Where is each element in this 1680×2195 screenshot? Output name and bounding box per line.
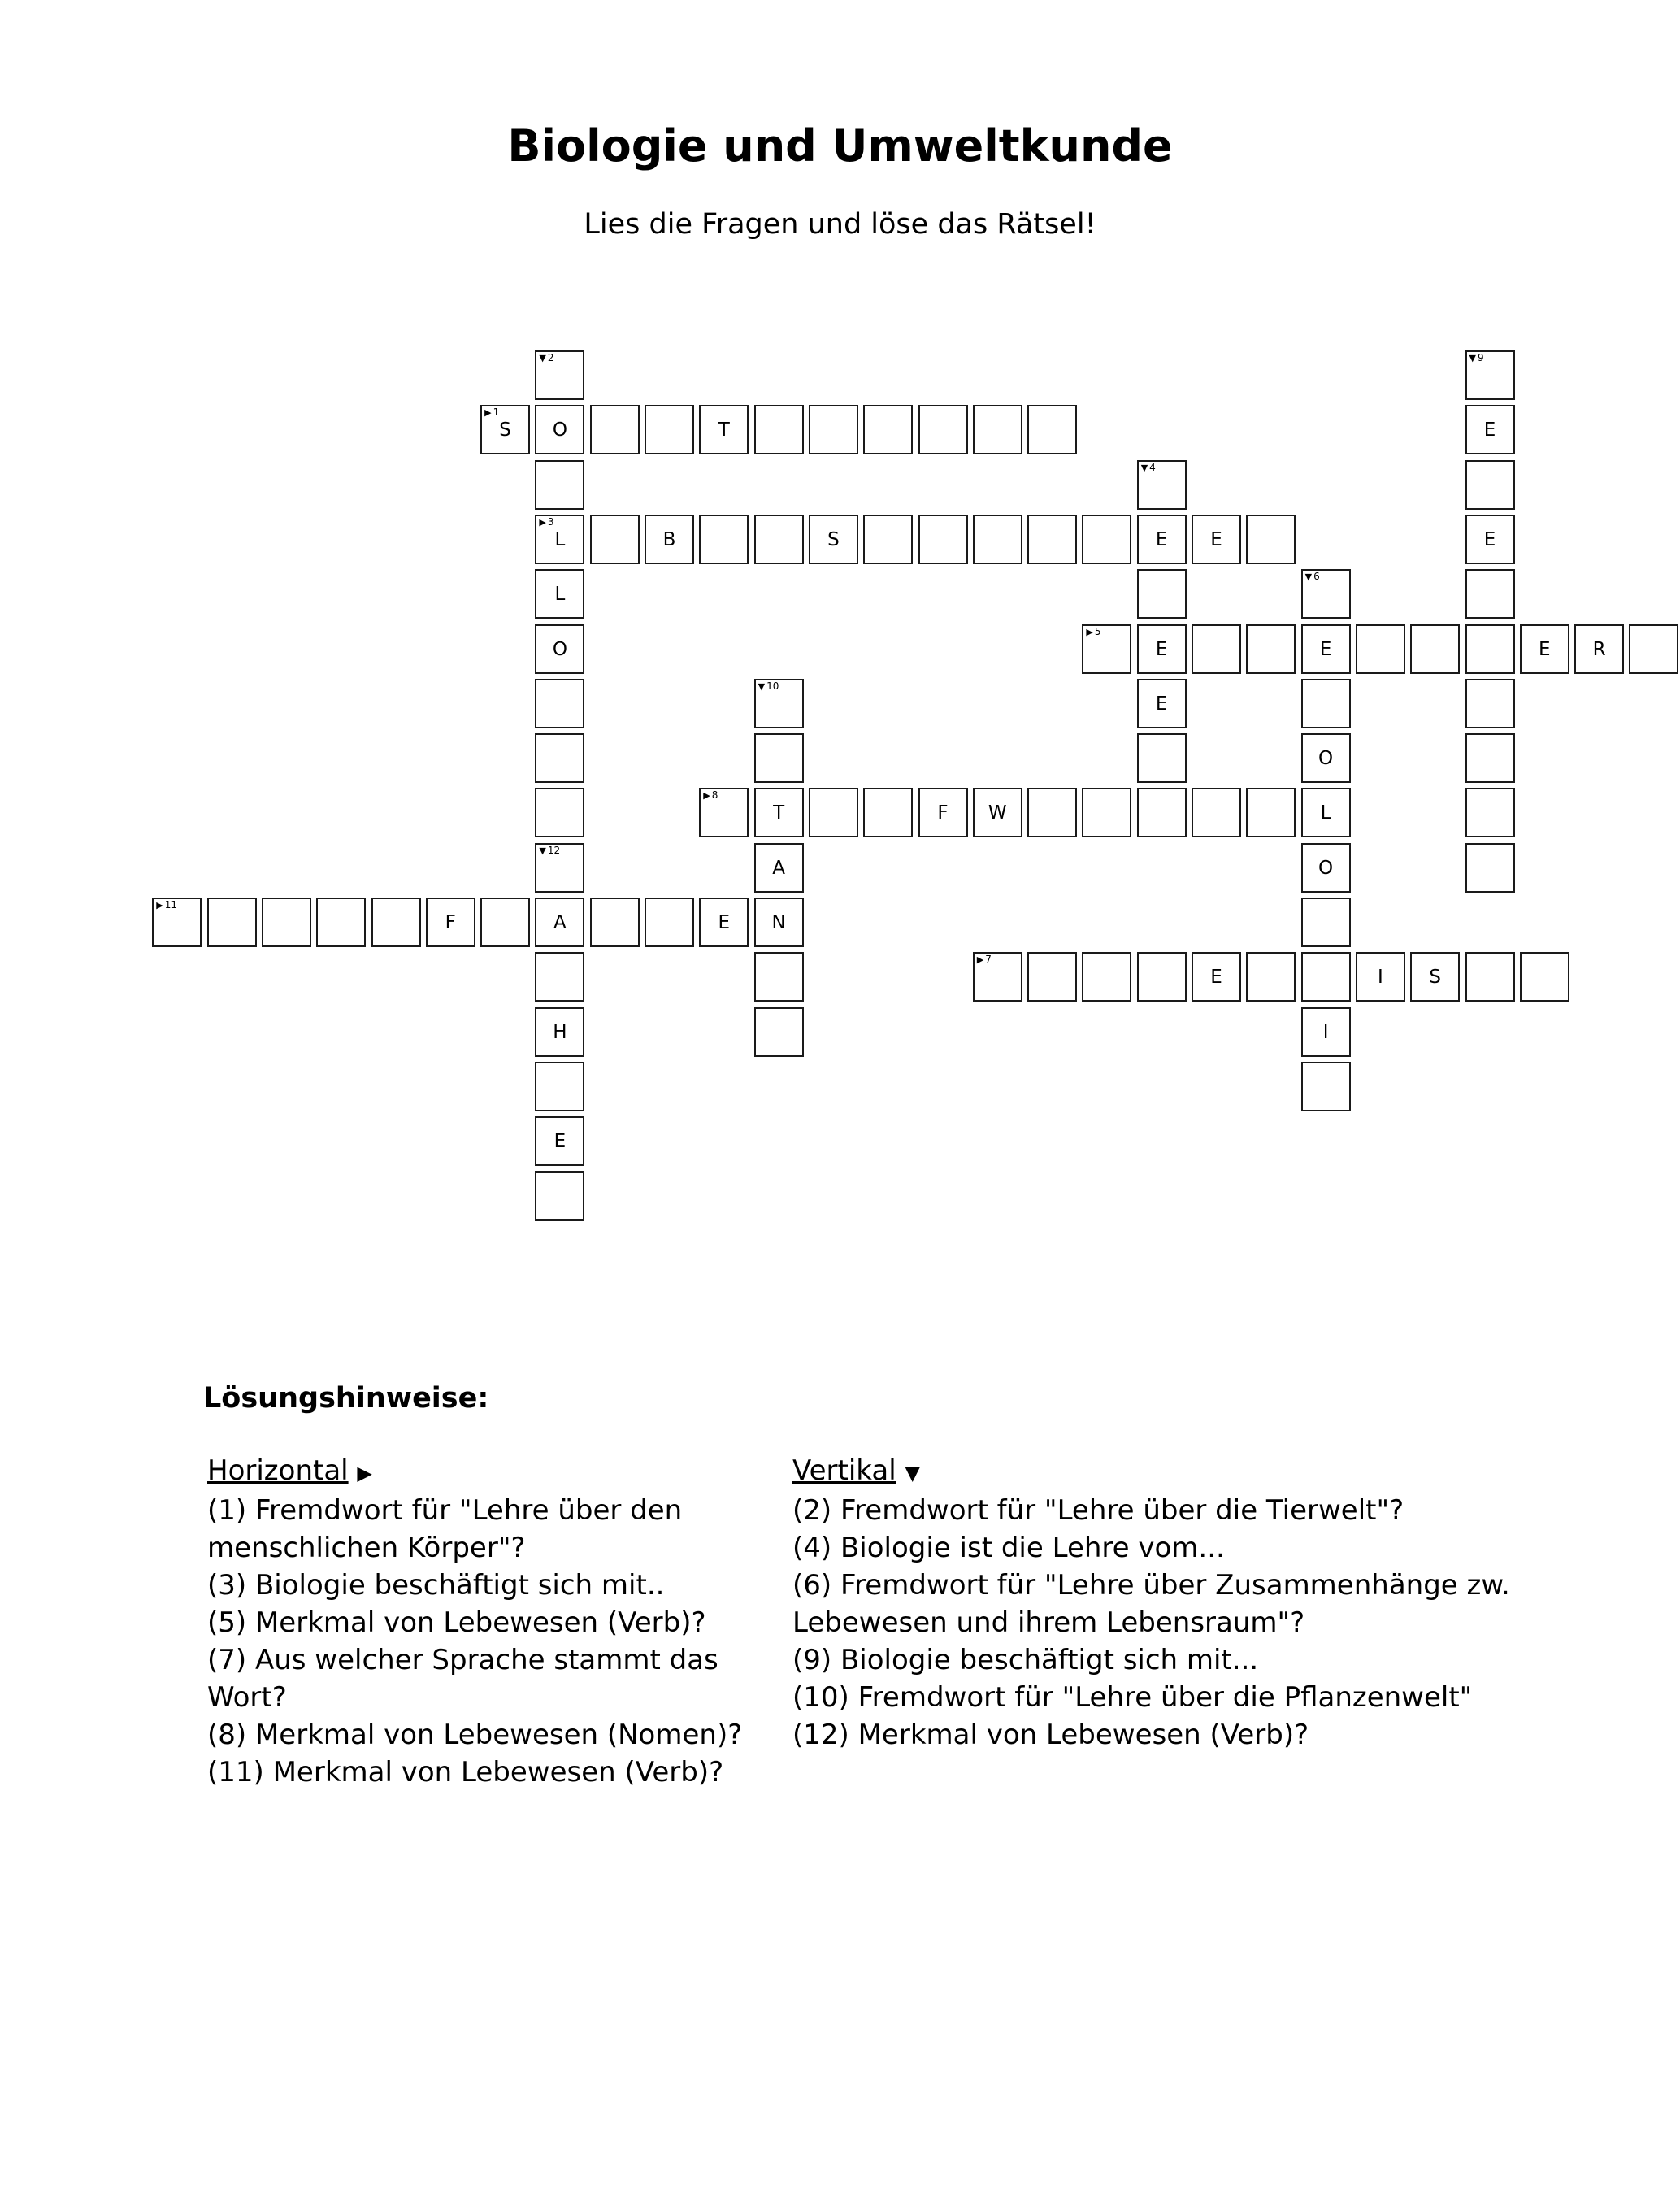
triangle-right-icon: ▶ [1086, 626, 1093, 637]
crossword-cell[interactable] [754, 515, 804, 564]
crossword-cell[interactable] [1410, 624, 1460, 674]
crossword-cell[interactable] [645, 405, 694, 454]
horizontal-title-text: Horizontal [207, 1454, 349, 1487]
crossword-cell[interactable] [1301, 624, 1351, 674]
vertical-clues [792, 1452, 1605, 1754]
cell-letter: S [827, 528, 840, 550]
triangle-right-icon: ▶ [484, 407, 492, 419]
cell-letter: I [1322, 1021, 1329, 1043]
cell-letter: B [662, 528, 676, 550]
crossword-cell[interactable] [590, 405, 640, 454]
crossword-cell[interactable] [699, 405, 749, 454]
crossword-cell[interactable] [1192, 952, 1241, 1002]
clue-number-text: 10 [766, 680, 779, 692]
crossword-cell[interactable] [973, 788, 1022, 837]
triangle-right-icon: ▶ [156, 900, 163, 911]
crossword-cell[interactable] [809, 515, 858, 564]
vertical-title-text: Vertikal [792, 1454, 896, 1487]
crossword-cell[interactable] [535, 952, 584, 1002]
triangle-down-icon: ▼ [1140, 462, 1148, 473]
crossword-cell[interactable] [262, 898, 311, 947]
crossword-cell[interactable] [1629, 624, 1678, 674]
hints-heading: Lösungshinweise: [203, 1382, 489, 1415]
cell-letter: A [553, 912, 567, 933]
cell-letter: E [1483, 419, 1496, 441]
clue-number-text: 12 [547, 844, 561, 856]
cell-letter: A [772, 857, 785, 879]
crossword-cell[interactable] [1301, 1007, 1351, 1057]
clue-horizontal: (3) Biologie beschäftigt sich mit.. [207, 1569, 665, 1602]
crossword-cell[interactable] [1465, 952, 1515, 1002]
crossword-cell[interactable] [863, 405, 913, 454]
crossword-cell[interactable] [918, 405, 968, 454]
crossword-cell[interactable] [535, 1007, 584, 1057]
crossword-cell[interactable] [1246, 624, 1296, 674]
cell-letter: E [1155, 528, 1168, 550]
crossword-cell[interactable] [1137, 733, 1187, 783]
cell-letter: O [552, 638, 567, 660]
crossword-cell[interactable] [1410, 952, 1460, 1002]
crossword-cell[interactable] [535, 569, 584, 619]
clue-vertical: (12) Merkmal von Lebewesen (Verb)? [792, 1719, 1309, 1751]
crossword-cell[interactable] [1137, 679, 1187, 728]
clue-number [1086, 627, 1100, 637]
triangle-right-icon: ▶ [539, 516, 546, 528]
cell-letter: T [773, 802, 785, 824]
crossword-cell[interactable] [754, 405, 804, 454]
crossword-cell[interactable] [918, 788, 968, 837]
cell-letter: O [552, 419, 567, 441]
cell-letter: S [1429, 967, 1441, 989]
cell-letter: E [1210, 967, 1222, 989]
crossword-cell[interactable] [973, 952, 1022, 1002]
clue-vertical: (9) Biologie beschäftigt sich mit... [792, 1644, 1259, 1676]
page-title: Biologie und Umweltkunde [507, 120, 1173, 172]
cell-letter: E [553, 1131, 567, 1153]
crossword-cell[interactable] [535, 515, 584, 564]
clue-number-text: 11 [164, 899, 178, 911]
crossword-cell[interactable] [535, 350, 584, 400]
cell-letter: E [718, 912, 731, 933]
crossword-cell[interactable] [1027, 515, 1077, 564]
crossword-cell[interactable] [535, 788, 584, 837]
clue-number [539, 353, 553, 363]
crossword-cell[interactable] [1465, 679, 1515, 728]
clue-number-text: 8 [711, 789, 718, 802]
crossword-cell[interactable] [1301, 569, 1351, 619]
crossword-cell[interactable] [152, 898, 202, 947]
crossword-cell[interactable] [699, 515, 749, 564]
cell-letter: F [445, 912, 456, 933]
crossword-cell[interactable] [1137, 569, 1187, 619]
clue-number-text: 1 [493, 406, 500, 419]
triangle-right-icon: ▶ [976, 954, 984, 966]
crossword-cell[interactable] [480, 898, 530, 947]
crossword-cell[interactable] [754, 679, 804, 728]
crossword-cell[interactable] [1137, 460, 1187, 510]
crossword-cell[interactable] [1246, 515, 1296, 564]
crossword-cell[interactable] [973, 515, 1022, 564]
crossword-cell[interactable] [1137, 952, 1187, 1002]
crossword-cell[interactable] [535, 679, 584, 728]
cell-letter: F [937, 802, 949, 824]
crossword-cell[interactable] [590, 515, 640, 564]
crossword-cell[interactable] [426, 898, 475, 947]
horizontal-clues [207, 1452, 776, 1791]
crossword-cell[interactable] [1574, 624, 1624, 674]
triangle-right-icon: ▶ [703, 790, 710, 802]
crossword-cell[interactable] [1246, 952, 1296, 1002]
crossword-cell[interactable] [1301, 733, 1351, 783]
page-subtitle: Lies die Fragen und löse das Rätsel! [584, 208, 1096, 241]
crossword-cell[interactable] [535, 843, 584, 893]
crossword-cell[interactable] [1137, 624, 1187, 674]
crossword-cell[interactable] [754, 843, 804, 893]
crossword-cell[interactable] [1027, 788, 1077, 837]
crossword-cell[interactable] [535, 733, 584, 783]
clue-horizontal: (11) Merkmal von Lebewesen (Verb)? [207, 1756, 724, 1789]
cell-letter: S [499, 419, 511, 441]
clue-number [703, 790, 718, 801]
cell-letter: E [1155, 693, 1168, 715]
crossword-cell[interactable] [699, 898, 749, 947]
clue-horizontal: (8) Merkmal von Lebewesen (Nomen)? [207, 1719, 743, 1751]
crossword-cell[interactable] [1465, 405, 1515, 454]
triangle-down-icon: ▼ [539, 845, 546, 856]
crossword-cell[interactable] [535, 1171, 584, 1221]
crossword-cell[interactable] [973, 405, 1022, 454]
crossword-cell[interactable] [1301, 898, 1351, 947]
crossword-cell[interactable] [1082, 788, 1131, 837]
crossword-cell[interactable] [645, 515, 694, 564]
crossword-cell[interactable] [1465, 569, 1515, 619]
crossword-cell[interactable] [535, 460, 584, 510]
crossword-cell[interactable] [1082, 515, 1131, 564]
triangle-down-icon: ▼ [1304, 572, 1313, 583]
triangle-down-icon: ▼ [905, 1462, 920, 1484]
cell-letter: E [1483, 528, 1496, 550]
crossword-cell[interactable] [1301, 788, 1351, 837]
triangle-down-icon: ▼ [758, 680, 766, 692]
crossword-cell[interactable] [1082, 952, 1131, 1002]
vertical-title [792, 1452, 1605, 1492]
crossword-cell[interactable] [535, 1062, 584, 1111]
crossword-cell[interactable] [1465, 843, 1515, 893]
cell-letter: W [988, 802, 1007, 824]
clue-horizontal: (5) Merkmal von Lebewesen (Verb)? [207, 1606, 706, 1639]
crossword-cell[interactable] [1246, 788, 1296, 837]
clue-number-text: 5 [1094, 625, 1101, 637]
crossword-cell[interactable] [371, 898, 421, 947]
clue-number [1141, 463, 1156, 473]
crossword-cell[interactable] [863, 515, 913, 564]
crossword-cell[interactable] [535, 405, 584, 454]
crossword-cell[interactable] [207, 898, 257, 947]
clue-number-text: 2 [547, 352, 554, 363]
crossword-cell[interactable] [535, 624, 584, 674]
clue-number [977, 954, 992, 965]
crossword-cell[interactable] [754, 733, 804, 783]
clue-number-text: 4 [1149, 461, 1156, 473]
cell-letter: O [1318, 857, 1334, 879]
clue-vertical: (2) Fremdwort für "Lehre über die Tierwelt"? [792, 1494, 1404, 1527]
clue-number [1305, 572, 1320, 582]
cell-letter: O [1318, 748, 1334, 770]
crossword-cell[interactable] [1465, 624, 1515, 674]
crossword-cell[interactable] [1137, 515, 1187, 564]
clue-horizontal: (1) Fremdwort für "Lehre über den menschlichen Körper"? [207, 1494, 683, 1564]
crossword-cell[interactable] [918, 515, 968, 564]
crossword-cell[interactable] [1192, 788, 1241, 837]
cell-letter: L [554, 584, 566, 606]
crossword-cell[interactable] [1465, 788, 1515, 837]
crossword-cell[interactable] [863, 788, 913, 837]
crossword-cell[interactable] [1301, 1062, 1351, 1111]
crossword-cell[interactable] [316, 898, 366, 947]
clue-number [1469, 353, 1484, 363]
crossword-cell[interactable] [1465, 350, 1515, 400]
clue-number-text: 6 [1313, 571, 1320, 583]
crossword-cell[interactable] [754, 898, 804, 947]
cell-letter: E [1539, 638, 1551, 660]
crossword-cell[interactable] [1356, 952, 1405, 1002]
clue-horizontal: (7) Aus welcher Sprache stammt das Wort? [207, 1644, 718, 1714]
crossword-cell[interactable] [1520, 624, 1569, 674]
crossword-cell[interactable] [1465, 460, 1515, 510]
crossword-cell[interactable] [754, 1007, 804, 1057]
cell-letter: H [553, 1021, 567, 1043]
cell-letter: R [1592, 638, 1606, 660]
crossword-cell[interactable] [1027, 952, 1077, 1002]
crossword-cell[interactable] [535, 898, 584, 947]
clue-number-text: 3 [547, 515, 554, 528]
crossword-cell[interactable] [1027, 405, 1077, 454]
cell-letter: E [1319, 638, 1332, 660]
triangle-right-icon: ▶ [357, 1462, 372, 1484]
crossword-cell[interactable] [699, 788, 749, 837]
clue-number-text: 9 [1477, 352, 1484, 363]
crossword-cell[interactable] [1082, 624, 1131, 674]
crossword-cell[interactable] [1520, 952, 1569, 1002]
clue-number [156, 900, 177, 911]
cell-letter: T [718, 419, 730, 441]
crossword-cell[interactable] [1301, 679, 1351, 728]
clue-vertical: (4) Biologie ist die Lehre vom... [792, 1532, 1225, 1564]
crossword-cell[interactable] [1192, 624, 1241, 674]
crossword-cell[interactable] [1301, 843, 1351, 893]
clue-number [758, 681, 779, 692]
crossword-cell[interactable] [754, 952, 804, 1002]
clue-vertical: (10) Fremdwort für "Lehre über die Pflanzenwelt" [792, 1681, 1473, 1714]
crossword-cell[interactable] [754, 788, 804, 837]
crossword-cell[interactable] [1192, 515, 1241, 564]
crossword-cell[interactable] [1137, 788, 1187, 837]
clue-vertical: (6) Fremdwort für "Lehre über Zusammenhänge zw. Lebewesen und ihrem Lebensraum"? [792, 1569, 1510, 1639]
crossword-cell[interactable] [645, 898, 694, 947]
crossword-cell[interactable] [1465, 515, 1515, 564]
crossword-cell[interactable] [535, 1116, 584, 1166]
crossword-cell[interactable] [1301, 952, 1351, 1002]
cell-letter: L [1320, 802, 1331, 824]
crossword-cell[interactable] [1465, 733, 1515, 783]
cell-letter: N [771, 912, 786, 933]
crossword-cell[interactable] [590, 898, 640, 947]
triangle-down-icon: ▼ [1469, 353, 1476, 363]
crossword-cell[interactable] [809, 405, 858, 454]
cell-letter: E [1155, 638, 1168, 660]
crossword-cell[interactable] [480, 405, 530, 454]
clue-number-text: 7 [985, 954, 992, 966]
cell-letter: I [1377, 967, 1383, 989]
horizontal-title [207, 1452, 776, 1492]
crossword-cell[interactable] [1356, 624, 1405, 674]
clue-number [539, 845, 560, 856]
cell-letter: E [1210, 528, 1222, 550]
triangle-down-icon: ▼ [539, 353, 546, 363]
crossword-cell[interactable] [809, 788, 858, 837]
cell-letter: L [554, 528, 566, 550]
